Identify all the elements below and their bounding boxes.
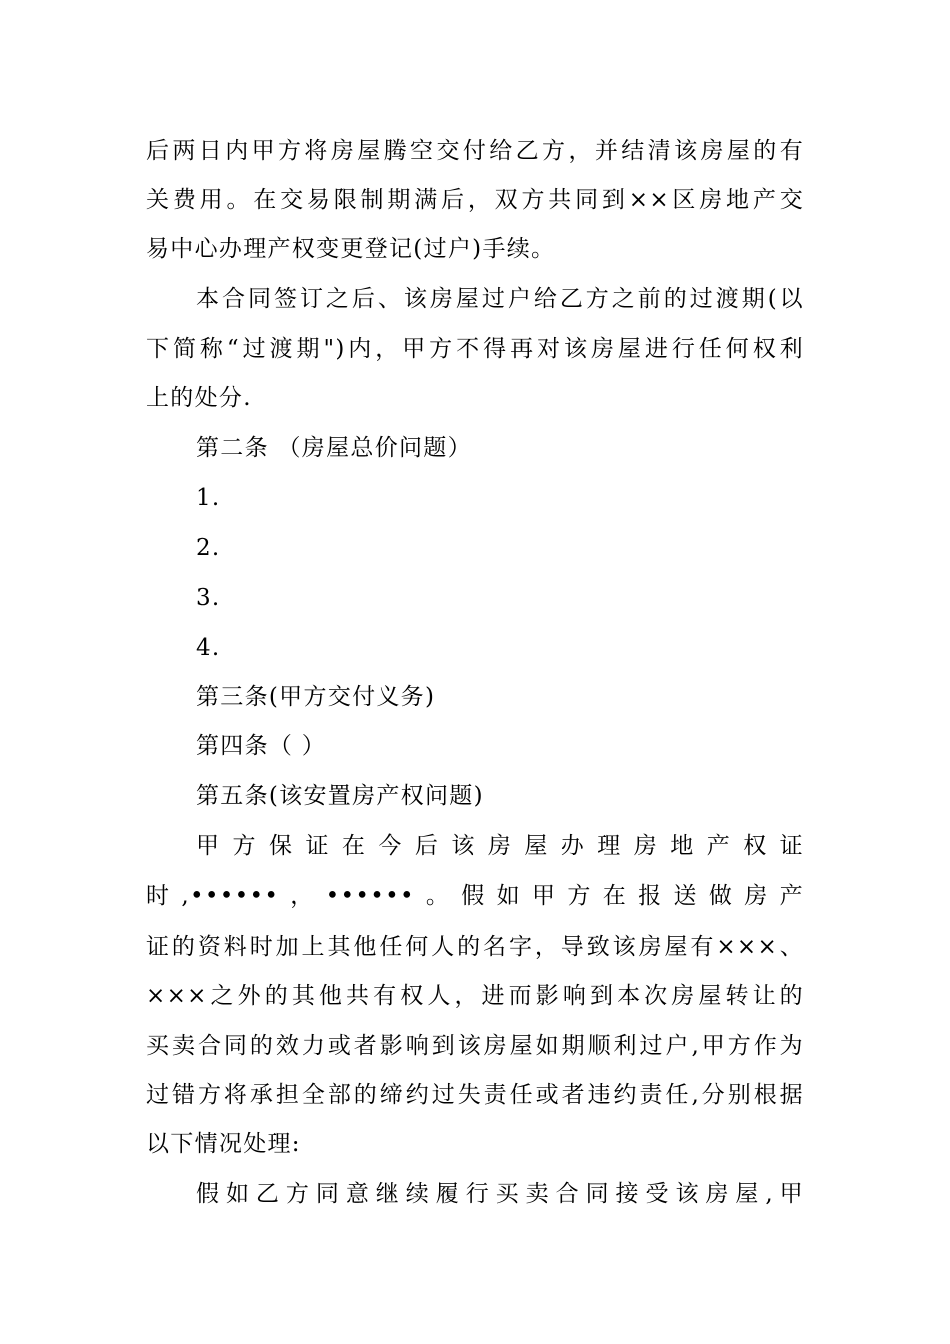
body-text-line: 后两日内甲方将房屋腾空交付给乙方，并结清该房屋的有 bbox=[146, 138, 804, 164]
body-text-line: 以下情况处理: bbox=[146, 1131, 301, 1157]
paragraph-first-line: 假如乙方同意继续履行买卖合同接受该房屋,甲 bbox=[196, 1181, 804, 1207]
list-item-2: 2. bbox=[196, 535, 221, 561]
body-text-line: 关费用。在交易限制期满后，双方共同到××区房地产交 bbox=[146, 187, 804, 213]
body-text-line: ×××之外的其他共有权人，进而影响到本次房屋转让的 bbox=[146, 983, 804, 1009]
body-text-line: 时,••••••，••••••。假如甲方在报送做房产 bbox=[146, 883, 804, 909]
article-3-heading: 第三条(甲方交付义务) bbox=[196, 684, 436, 710]
list-item-3: 3. bbox=[196, 585, 221, 611]
list-item-1: 1. bbox=[196, 485, 221, 511]
body-text-line: 易中心办理产权变更登记(过户)手续。 bbox=[146, 236, 556, 262]
paragraph-first-line: 甲 方 保 证 在 今 后 该 房 屋 办 理 房 地 产 权 证 bbox=[196, 833, 804, 859]
body-text-line: 证的资料时加上其他任何人的名字，导致该房屋有×××、 bbox=[146, 934, 804, 960]
article-4-heading: 第四条（ ） bbox=[196, 733, 327, 759]
list-item-4: 4. bbox=[196, 635, 221, 661]
body-text-line: 下简称“过渡期")内，甲方不得再对该房屋进行任何权利 bbox=[146, 336, 804, 362]
article-2-heading: 第二条 （房屋总价问题） bbox=[196, 435, 472, 461]
body-text-line: 上的处分. bbox=[146, 385, 252, 411]
paragraph-first-line: 本合同签订之后、该房屋过户给乙方之前的过渡期(以 bbox=[196, 286, 804, 312]
body-text-line: 过错方将承担全部的缔约过失责任或者违约责任,分别根据 bbox=[146, 1082, 804, 1108]
body-text-line: 买卖合同的效力或者影响到该房屋如期顺利过户,甲方作为 bbox=[146, 1033, 804, 1059]
article-5-heading: 第五条(该安置房产权问题) bbox=[196, 783, 484, 809]
